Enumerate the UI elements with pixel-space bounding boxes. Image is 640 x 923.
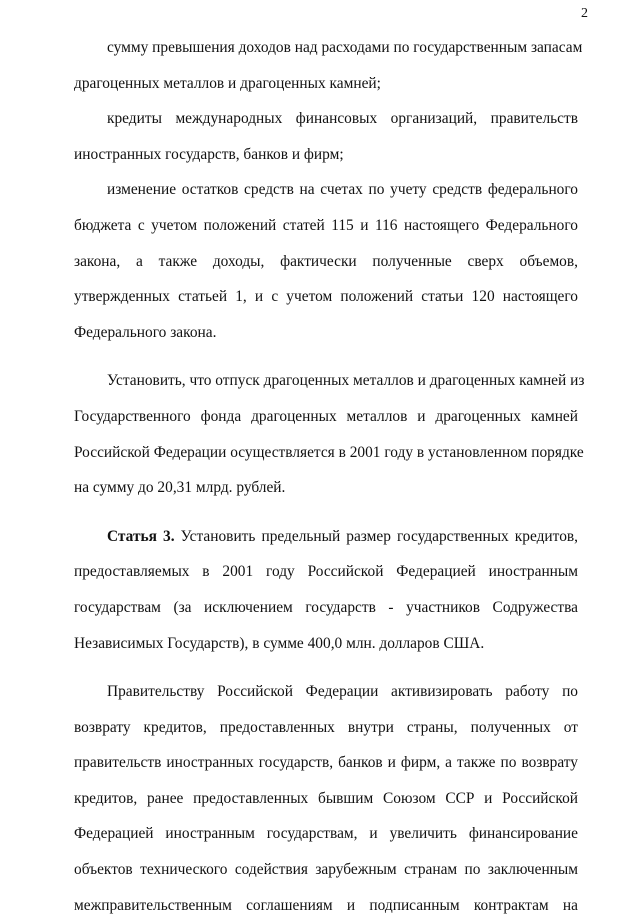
text-line: Независимых Государств), в сумме 400,0 млн. долларов США. (74, 634, 485, 652)
text-fragment: Установить предельный размер государственных кредитов, (174, 527, 579, 545)
paragraph-article-3 (74, 519, 578, 661)
text-line-with-article-label (74, 519, 578, 555)
text-line: сумму превышения доходов над расходами по государственным запасам (107, 39, 583, 56)
text-line: Установить, что отпуск драгоценных металлов и драгоценных камней из (107, 372, 585, 390)
text-line: объектов технического содействия зарубежным странам по заключенным (74, 861, 578, 879)
text-line: изменение остатков средств на счетах по учету средств федерального (107, 181, 578, 199)
page-number: 2 (581, 6, 588, 21)
text-line: бюджета с учетом положений статей 115 и 116 настоящего Федерального (74, 216, 578, 234)
text-line: кредитов, ранее предоставленных бывшим Союзом ССР и Российской (74, 789, 578, 807)
text-line: Федерацией иностранным государствам, и увеличить финансирование (74, 825, 578, 843)
text-line: закона, а также доходы, фактически полученные сверх объемов, (74, 252, 578, 270)
text-line: на сумму до 20,31 млрд. рублей. (74, 479, 286, 497)
text-line: возврату кредитов, предоставленных внутри страны, полученных от (74, 718, 578, 736)
paragraph-government-credit-return (74, 674, 578, 923)
text-line: Государственного фонда драгоценных металлов и драгоценных камней (74, 407, 578, 425)
text-line: государствам (за исключением государств - участников Содружества (74, 598, 578, 616)
text-line: кредиты международных финансовых организаций, правительств (107, 110, 578, 128)
paragraph-surplus-revenue (74, 30, 583, 101)
text-line: Российской Федерации осуществляется в 2001 году в установленном порядке (74, 443, 584, 461)
paragraph-precious-metals-release (74, 363, 585, 505)
text-line: Правительству Российской Федерации активизировать работу по (107, 683, 578, 701)
text-line: утвержденных статьей 1, и с учетом положений статьи 120 настоящего (74, 288, 578, 306)
text-line: предоставляемых в 2001 году Российской Федерацией иностранным (74, 563, 578, 581)
paragraph-international-credits (74, 101, 578, 172)
text-line: драгоценных металлов и драгоценных камней; (74, 74, 381, 92)
text-line: межправительственным соглашениям и подписанным контрактам на (74, 896, 578, 914)
text-line: Федерального закона. (74, 323, 217, 341)
text-line: правительств иностранных государств, банков и фирм, а также по возврату (74, 754, 578, 772)
text-line: иностранных государств, банков и фирм; (74, 145, 344, 163)
document-body (74, 30, 585, 923)
paragraph-account-balance-changes (74, 172, 578, 350)
article-label: Статья 3. (107, 527, 175, 545)
